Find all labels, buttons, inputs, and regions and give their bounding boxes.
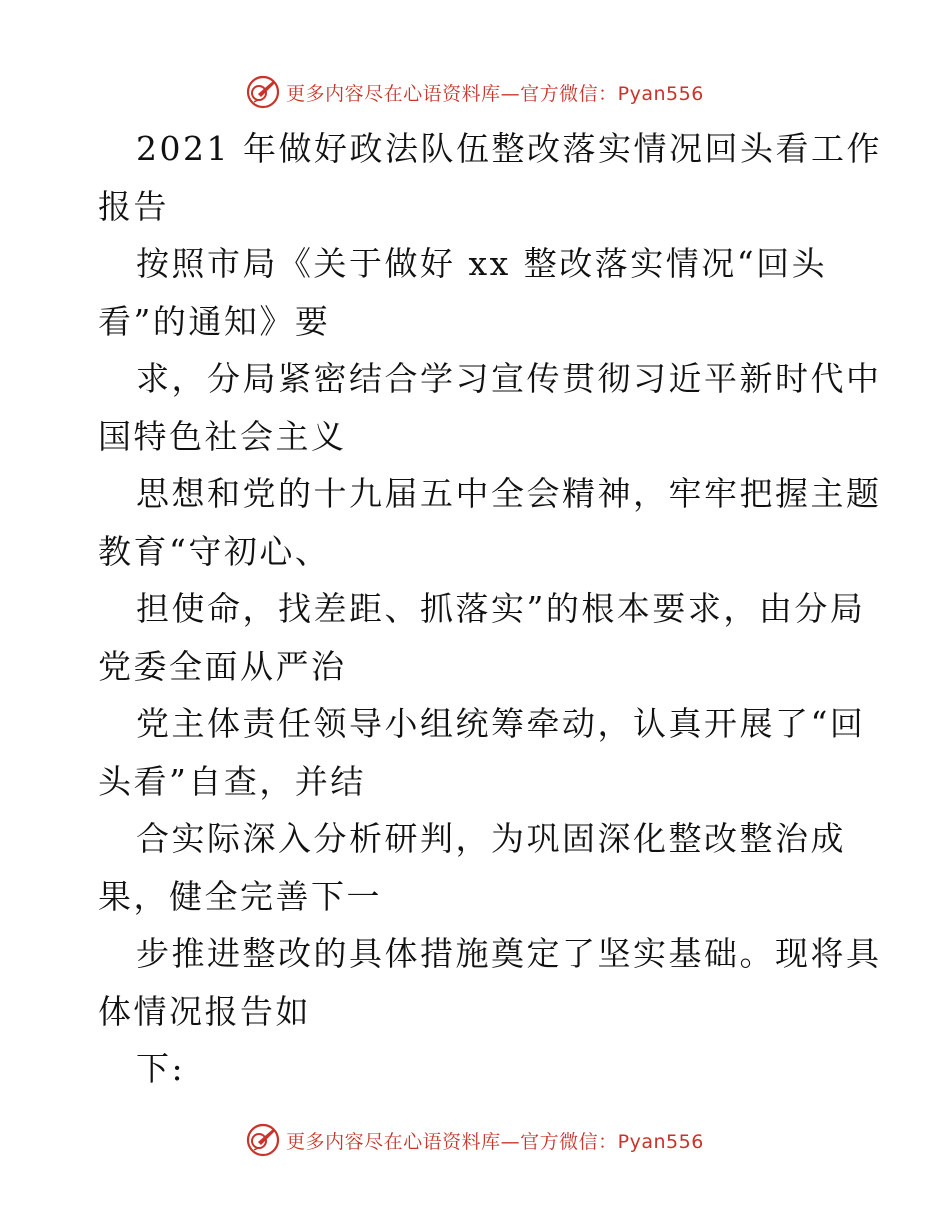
paragraph-line: 党主体责任领导小组统筹牵动，认真开展了“回 bbox=[136, 704, 866, 743]
title-line-2: 报告 bbox=[98, 186, 169, 226]
paragraph-line: 果，健全完善下一 bbox=[98, 876, 382, 916]
title-line-1: 2021 年做好政法队伍整改落实情况回头看工作 bbox=[136, 129, 882, 168]
paragraph-line: 党委全面从严治 bbox=[98, 646, 347, 686]
pen-logo-icon bbox=[246, 75, 280, 109]
paragraph-line: 合实际深入分析研判，为巩固深化整改整治成 bbox=[136, 819, 846, 858]
paragraph-line: 思想和党的十九届五中全会精神，牢牢把握主题 bbox=[136, 474, 882, 513]
paragraph-line: 步推进整改的具体措施奠定了坚实基础。现将具 bbox=[136, 934, 882, 973]
footer-watermark bbox=[0, 1120, 950, 1160]
paragraph-line: 下: bbox=[136, 1049, 186, 1088]
document-body bbox=[98, 120, 882, 1098]
paragraph-line: 按照市局《关于做好 xx 整改落实情况“回头 bbox=[136, 244, 828, 283]
header-watermark bbox=[0, 72, 950, 112]
paragraph-line: 体情况报告如 bbox=[98, 991, 311, 1031]
watermark-text: 更多内容尽在心语资料库—官方微信：Pyan556 bbox=[286, 1130, 704, 1153]
paragraph-line: 教育“守初心、 bbox=[98, 531, 331, 571]
paragraph-line: 国特色社会主义 bbox=[98, 416, 347, 456]
paragraph-line: 求，分局紧密结合学习宣传贯彻习近平新时代中 bbox=[136, 359, 882, 398]
pen-logo-icon bbox=[246, 1123, 280, 1157]
watermark-text: 更多内容尽在心语资料库—官方微信：Pyan556 bbox=[286, 82, 704, 105]
paragraph-line: 头看”自查，并结 bbox=[98, 761, 366, 801]
paragraph-line: 担使命，找差距、抓落实”的根本要求，由分局 bbox=[136, 589, 866, 628]
paragraph-line: 看”的通知》要 bbox=[98, 301, 331, 341]
